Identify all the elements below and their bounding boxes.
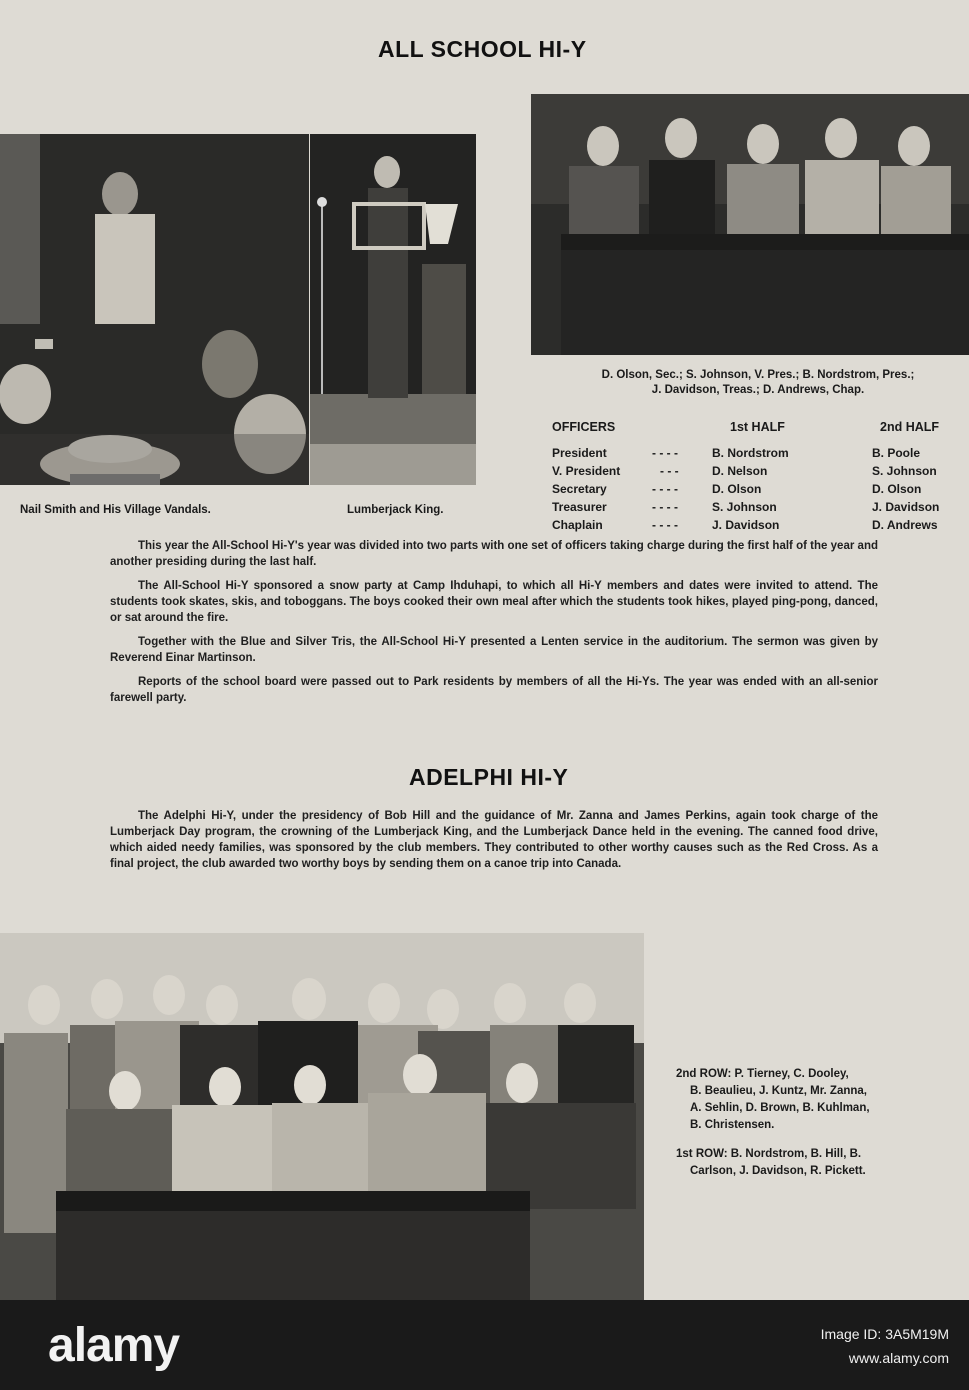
officers-table-header bbox=[552, 420, 957, 446]
table-row bbox=[552, 464, 957, 482]
row-dashes: - - - bbox=[660, 464, 679, 478]
first-half-officer: J. Davidson bbox=[712, 518, 780, 532]
officer-role: President bbox=[552, 446, 607, 460]
paragraph: The Adelphi Hi-Y, under the presidency of Bob Hill and the guidance of Mr. Zanna and James Perkins, again took charge of the Lumberjack Day program, the crowning of the Lumberjack King, and the Lumberjack Dance held in the evening. The canned food drive, which aided needy families, was sponsored by the club members. They contributed to other worthy causes such as the Red Cross. As a final project, the club awarded two worthy boys by sending them on a canoe trip into Canada. bbox=[110, 810, 878, 870]
second-half-officer: S. Johnson bbox=[872, 464, 937, 478]
image-id: Image ID: 3A5M19M bbox=[820, 1326, 949, 1342]
adelphi-group-photo bbox=[0, 933, 644, 1300]
band-photo bbox=[0, 134, 309, 485]
officers-caption-line-2: J. Davidson, Treas.; D. Andrews, Chap. bbox=[651, 384, 865, 396]
first-half-officer: D. Olson bbox=[712, 482, 762, 496]
paragraph: This year the All-School Hi-Y's year was divided into two parts with one set of officers taking charge during the first half of the year and another presiding during the last half. bbox=[110, 540, 878, 568]
row1-caption-line: Carlson, J. Davidson, R. Pickett. bbox=[690, 1165, 866, 1177]
officers-photo bbox=[531, 94, 969, 355]
table-row bbox=[552, 518, 957, 536]
second-half-officer: B. Poole bbox=[872, 446, 921, 460]
first-half-officer: B. Nordstrom bbox=[712, 446, 789, 460]
officers-photo-caption bbox=[548, 368, 968, 398]
officer-role: Treasurer bbox=[552, 500, 607, 514]
alamy-logo: alamy bbox=[48, 1319, 180, 1372]
lumberjack-king-photo bbox=[310, 134, 476, 485]
officer-role: V. President bbox=[552, 464, 621, 478]
row-dashes: - - - - bbox=[652, 482, 678, 496]
officers-caption-line-1: D. Olson, Sec.; S. Johnson, V. Pres.; B. Nordstrom, Pres.; bbox=[601, 369, 915, 381]
officer-role: Chaplain bbox=[552, 518, 603, 532]
site-url: www.alamy.com bbox=[848, 1350, 949, 1366]
section-title-all-school: ALL SCHOOL HI-Y bbox=[378, 36, 587, 62]
section-title-adelphi: ADELPHI HI-Y bbox=[409, 764, 569, 790]
row2-caption-line: 2nd ROW: P. Tierney, C. Dooley, bbox=[676, 1068, 849, 1080]
row2-caption-line: B. Beaulieu, J. Kuntz, Mr. Zanna, bbox=[690, 1085, 867, 1097]
header-second-half: 2nd HALF bbox=[880, 420, 940, 434]
adelphi-body-text bbox=[110, 808, 878, 880]
row2-caption-line: B. Christensen. bbox=[690, 1119, 775, 1131]
paragraph: Together with the Blue and Silver Tris, the All-School Hi-Y presented a Lenten service in the auditorium. The sermon was given by Reverend Einar Martinson. bbox=[110, 636, 878, 664]
row1-caption-line: 1st ROW: B. Nordstrom, B. Hill, B. bbox=[676, 1148, 862, 1160]
officers-table bbox=[552, 420, 957, 536]
band-photo-caption: Nail Smith and His Village Vandals. bbox=[20, 504, 211, 516]
table-row bbox=[552, 500, 957, 518]
first-half-officer: S. Johnson bbox=[712, 500, 777, 514]
group-photo-caption-row2 bbox=[676, 1066, 946, 1134]
second-half-officer: D. Andrews bbox=[872, 518, 938, 532]
paragraph: Reports of the school board were passed out to Park residents by members of all the Hi-Ys. The year was ended with an all-senior farewell party. bbox=[110, 676, 878, 704]
table-row bbox=[552, 482, 957, 500]
group-photo-caption-row1 bbox=[676, 1146, 946, 1180]
row-dashes: - - - - bbox=[652, 500, 678, 514]
king-photo-caption: Lumberjack King. bbox=[347, 504, 444, 516]
row-dashes: - - - - bbox=[652, 518, 678, 532]
all-school-body-text bbox=[110, 538, 878, 714]
second-half-officer: D. Olson bbox=[872, 482, 922, 496]
first-half-officer: D. Nelson bbox=[712, 464, 768, 478]
officer-role: Secretary bbox=[552, 482, 607, 496]
header-first-half: 1st HALF bbox=[730, 420, 785, 434]
row2-caption-line: A. Sehlin, D. Brown, B. Kuhlman, bbox=[690, 1102, 870, 1114]
paragraph: The All-School Hi-Y sponsored a snow party at Camp Ihduhapi, to which all Hi-Y members and dates were invited to attend. The students took skates, skis, and toboggans. The boys cooked their own meal after which the students took hikes, played ping-pong, danced, or sat around the fire. bbox=[110, 580, 878, 624]
table-row bbox=[552, 446, 957, 464]
header-officers: OFFICERS bbox=[552, 420, 616, 434]
row-dashes: - - - - bbox=[652, 446, 678, 460]
second-half-officer: J. Davidson bbox=[872, 500, 940, 514]
